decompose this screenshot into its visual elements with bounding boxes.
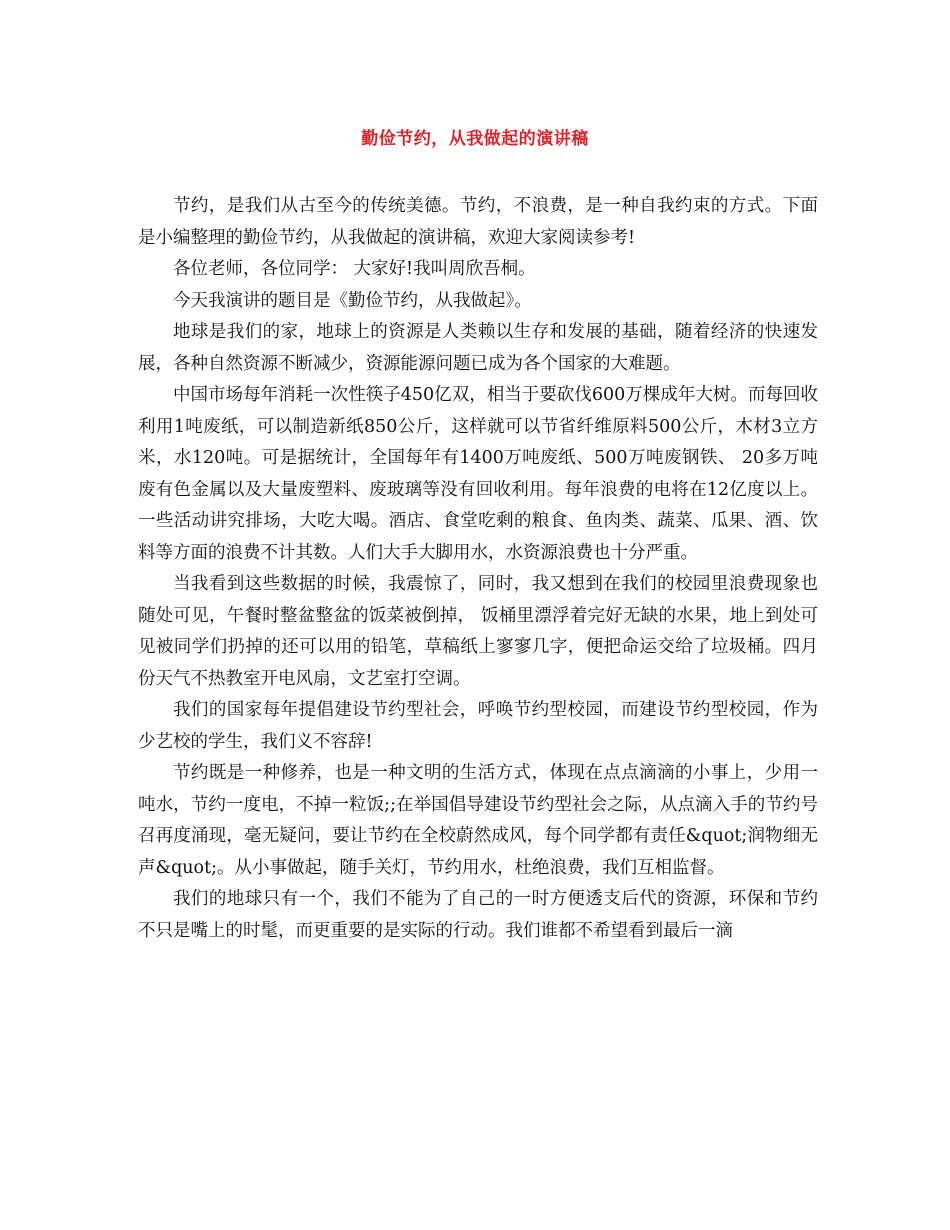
paragraph-statistics: 中国市场每年消耗一次性筷子450亿双，相当于要砍伐600万棵成年大树。而每回收利用1吨废纸，可以制造新纸850公斤，这样就可以节省纤维原料500公斤，木材3立方米，水120吨。可是据统计，全国每年有1400万吨废纸、500万吨废钢铁、 20多万吨废有色金属以及大量废塑料、废玻璃等没有回收利用。每年浪费的电将在12亿度以上。一些活动讲究排场，大吃大喝。酒店、食堂吃剩的粮食、鱼肉类、蔬菜、瓜果、酒、饮料等方面的浪费不计其数。人们大手大脚用水，水资源浪费也十分严重。	[138, 385, 818, 563]
document-title: 勤俭节约，从我做起的演讲稿	[361, 129, 589, 149]
paragraph-campus-waste: 当我看到这些数据的时候，我震惊了，同时，我又想到在我们的校园里浪费现象也随处可见，午餐时整盆整盆的饭菜被倒掉， 饭桶里漂浮着完好无缺的水果，地上到处可见被同学们扔掉的还可以用的铅笔，草稿纸上寥寥几字，便把命运交给了垃圾桶。四月份天气不热教室开电风扇，文艺室打空调。	[138, 574, 818, 689]
paragraph-intro: 节约，是我们从古至今的传统美德。节约，不浪费，是一种自我约束的方式。下面是小编整理的勤俭节约，从我做起的演讲稿，欢迎大家阅读参考!	[138, 196, 818, 248]
paragraph-topic: 今天我演讲的题目是《勤俭节约，从我做起》。	[173, 290, 532, 311]
paragraph-saving-society: 我们的国家每年提倡建设节约型社会，呼唤节约型校园，而建设节约型校园，作为少艺校的学生，我们义不容辞!	[138, 700, 818, 752]
paragraph-greeting: 各位老师，各位同学： 大家好!我叫周欣吾桐。	[173, 259, 536, 279]
paragraph-one-earth: 我们的地球只有一个，我们不能为了自己的一时方便透支后代的资源，环保和节约不只是嘴上的时髦，而更重要的是实际的行动。我们谁都不希望看到最后一滴	[138, 889, 818, 941]
paragraph-saving-habit: 节约既是一种修养，也是一种文明的生活方式，体现在点点滴滴的小事上，少用一吨水，节约一度电，不掉一粒饭;;在举国倡导建设节约型社会之际，从点滴入手的节约号召再度涌现，毫无疑问，要让节约在全校蔚然成风，每个同学都有责任&quot;润物细无声&quot;。从小事做起，随手关灯，节约用水，杜绝浪费，我们互相监督。	[138, 763, 818, 878]
paragraph-earth-resources: 地球是我们的家，地球上的资源是人类赖以生存和发展的基础，随着经济的快速发展，各种自然资源不断减少，资源能源问题已成为各个国家的大难题。	[138, 322, 818, 374]
document-body	[138, 191, 818, 947]
